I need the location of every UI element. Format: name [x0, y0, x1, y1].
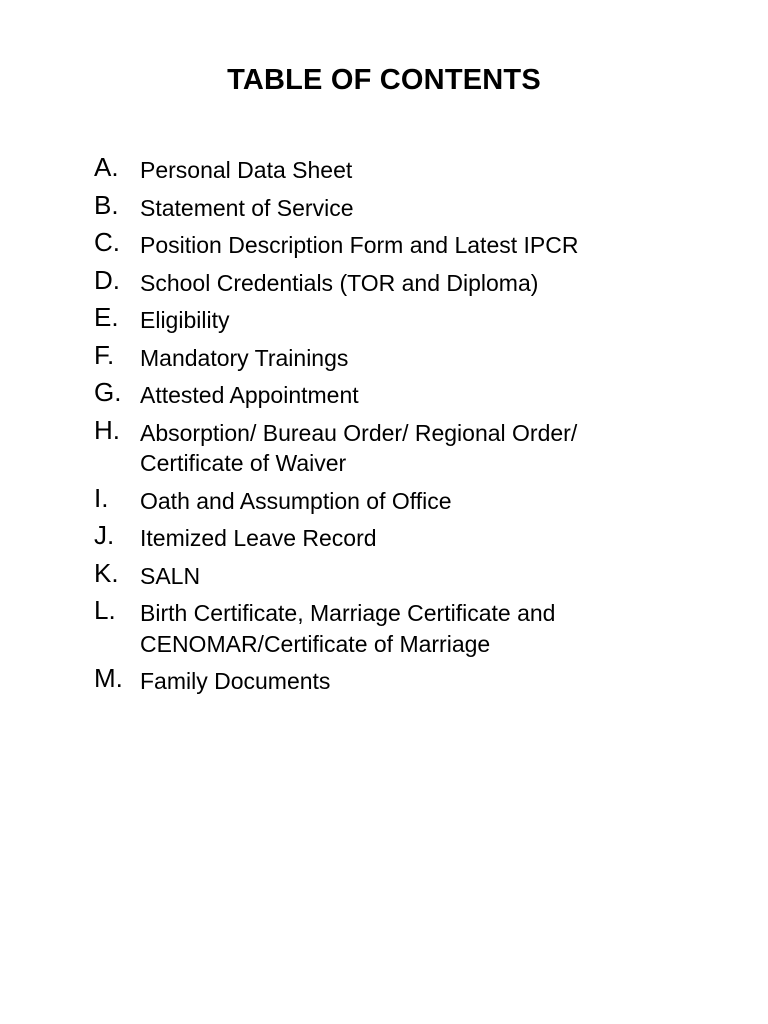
- toc-item-j: [94, 520, 734, 554]
- toc-item-g: [94, 377, 734, 411]
- toc-letter: B.: [94, 189, 119, 220]
- toc-letter: J.: [94, 520, 115, 550]
- toc-letter: I.: [94, 482, 109, 513]
- toc-item-a: [94, 152, 734, 186]
- toc-item-k: [94, 558, 734, 592]
- toc-text: Itemized Leave Record: [140, 525, 377, 551]
- toc-text: Attested Appointment: [140, 382, 359, 408]
- toc-text: Oath and Assumption of Office: [140, 487, 452, 514]
- toc-letter: F.: [94, 339, 115, 370]
- toc-letter: L.: [94, 595, 116, 625]
- toc-letter: E.: [94, 302, 119, 332]
- toc-letter: H.: [94, 414, 120, 445]
- page-title: TABLE OF CONTENTS: [227, 64, 541, 96]
- toc-item-d: [94, 265, 734, 299]
- toc-text: SALN: [140, 562, 201, 589]
- toc-letter: C.: [94, 227, 120, 257]
- toc-letter: M.: [94, 663, 123, 693]
- toc-item-h: [94, 415, 734, 479]
- toc-letter: D.: [94, 264, 120, 295]
- toc-text: Absorption/ Bureau Order/ Regional Order/ Certificate of Waiver: [140, 419, 578, 476]
- toc-item-m: [94, 663, 734, 697]
- toc-item-c: [94, 227, 734, 261]
- toc-text: Personal Data Sheet: [140, 157, 353, 183]
- toc-text: Birth Certificate, Marriage Certificate and CENOMAR/Certificate of Marriage: [140, 600, 556, 657]
- toc-text: Family Documents: [140, 668, 331, 694]
- table-of-contents-list: [94, 152, 734, 701]
- toc-item-f: [94, 340, 734, 374]
- toc-letter: G.: [94, 377, 122, 407]
- toc-text: School Credentials (TOR and Diploma): [140, 269, 539, 296]
- toc-letter: K.: [94, 557, 119, 588]
- toc-text: Statement of Service: [140, 194, 354, 221]
- toc-item-e: [94, 302, 734, 336]
- toc-text: Mandatory Trainings: [140, 344, 349, 371]
- toc-item-l: [94, 595, 734, 659]
- toc-item-b: [94, 190, 734, 224]
- toc-item-i: [94, 483, 734, 517]
- toc-text: Eligibility: [140, 307, 230, 333]
- toc-text: Position Description Form and Latest IPCR: [140, 232, 579, 258]
- toc-letter: A.: [94, 152, 119, 182]
